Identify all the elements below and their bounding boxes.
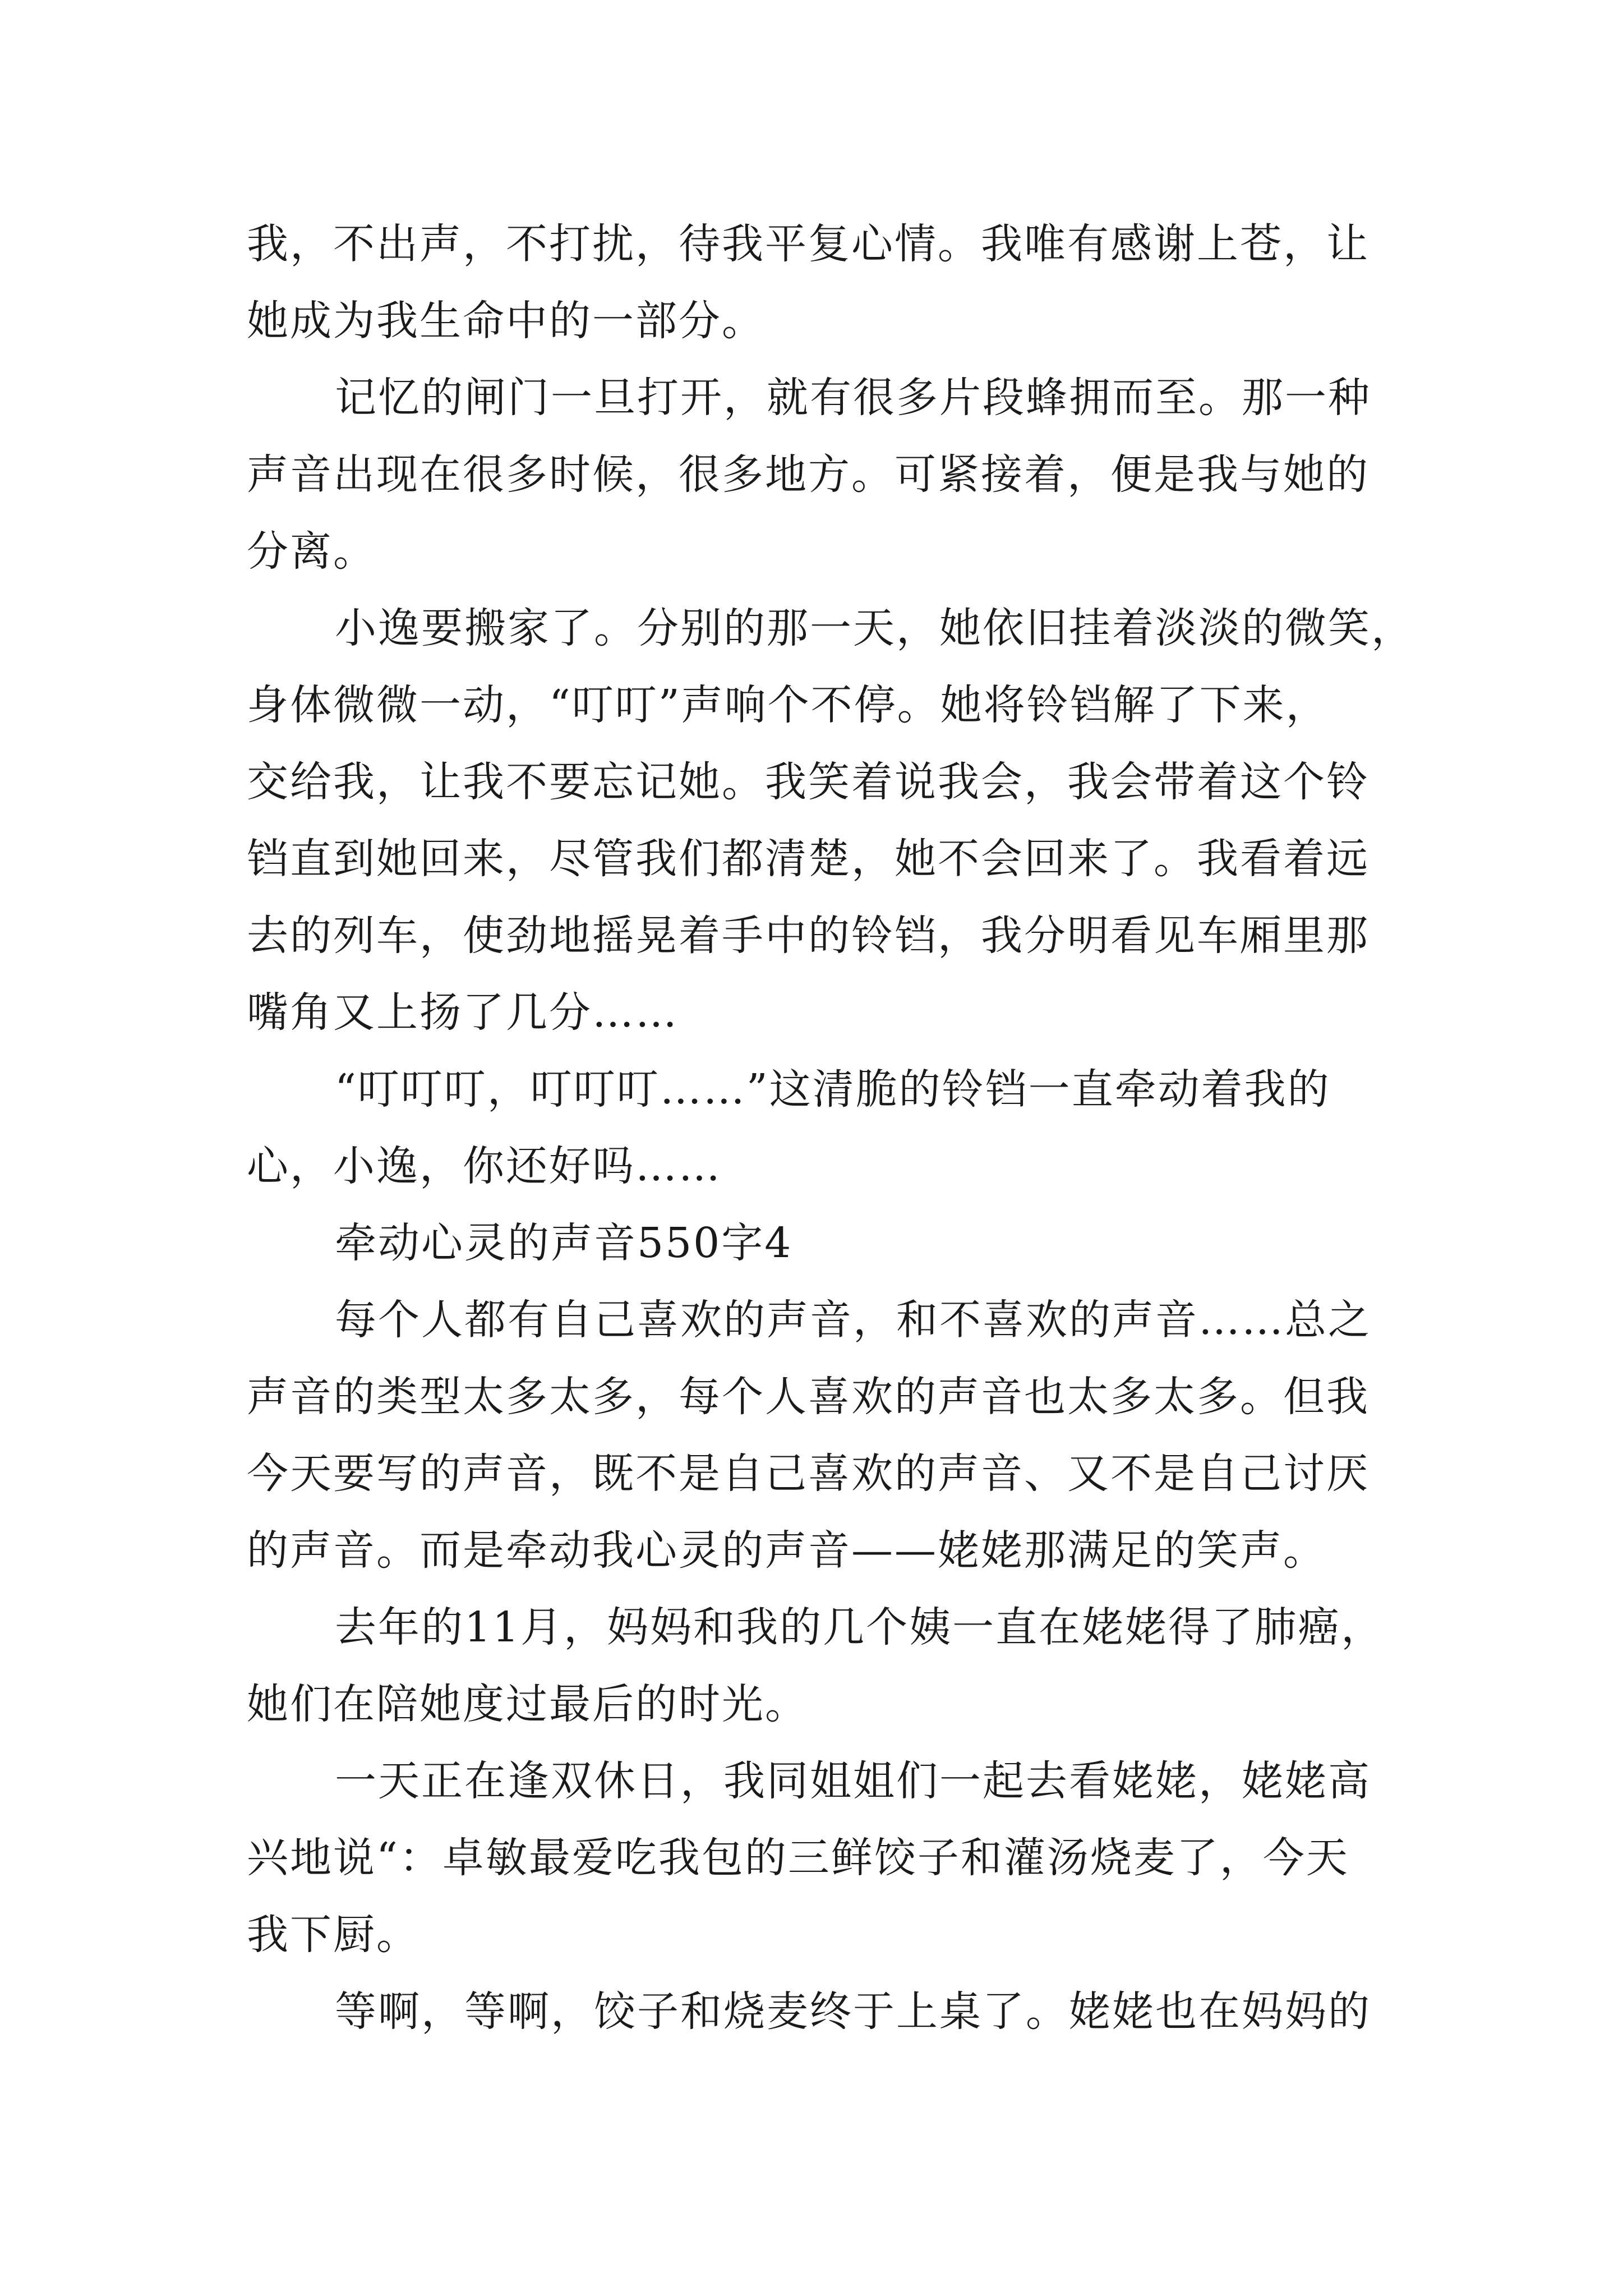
- text-line: 心，小逸，你还好吗……: [247, 1142, 722, 1190]
- text-line: 的声音。而是牵动我心灵的声音——姥姥那满足的笑声。: [247, 1526, 1326, 1575]
- text-line: 我，不出声，不打扰，待我平复心情。我唯有感谢上苍，让: [247, 220, 1370, 268]
- text-line: 兴地说“：卓敏最爱吃我包的三鲜饺子和灌汤烧麦了，今天: [247, 1834, 1349, 1882]
- text-line: 身体微微一动，“叮叮”声响个不停。她将铃铛解了下来，: [247, 681, 1329, 729]
- section-heading: 牵动心灵的声音550字4: [335, 1219, 793, 1267]
- text-line: 交给我，让我不要忘记她。我笑着说我会，我会带着这个铃: [247, 758, 1370, 806]
- text-line: 嘴角又上扬了几分……: [247, 988, 679, 1037]
- paragraph-start: 去年的11月，妈妈和我的几个姨一直在姥姥得了肺癌，: [335, 1603, 1385, 1651]
- text-line: 声音出现在很多时候，很多地方。可紧接着，便是我与她的: [247, 450, 1370, 499]
- paragraph-start: 每个人都有自己喜欢的声音，和不喜欢的声音……总之: [335, 1296, 1371, 1344]
- text-line: 她成为我生命中的一部分。: [247, 297, 765, 345]
- paragraph-start: 小逸要搬家了。分别的那一天，她依旧挂着淡淡的微笑，: [335, 604, 1414, 652]
- paragraph-start: 一天正在逢双休日，我同姐姐们一起去看姥姥，姥姥高: [335, 1757, 1371, 1805]
- text-line: 声音的类型太多太多，每个人喜欢的声音也太多太多。但我: [247, 1373, 1370, 1421]
- text-line: 去的列车，使劲地摇晃着手中的铃铛，我分明看见车厢里那: [247, 912, 1370, 960]
- text-line: 今天要写的声音，既不是自己喜欢的声音、又不是自己讨厌: [247, 1450, 1370, 1498]
- text-line: 分离。: [247, 527, 376, 576]
- text-line: 铛直到她回来，尽管我们都清楚，她不会回来了。我看着远: [247, 835, 1370, 883]
- paragraph-start: “叮叮叮，叮叮叮……”这清脆的铃铛一直牵动着我的: [335, 1065, 1331, 1114]
- text-line: 我下厨。: [247, 1911, 419, 1959]
- paragraph-start: 等啊，等啊，饺子和烧麦终于上桌了。姥姥也在妈妈的: [335, 1987, 1371, 2036]
- paragraph-start: 记忆的闸门一旦打开，就有很多片段蜂拥而至。那一种: [335, 374, 1371, 422]
- text-line: 她们在陪她度过最后的时光。: [247, 1680, 808, 1728]
